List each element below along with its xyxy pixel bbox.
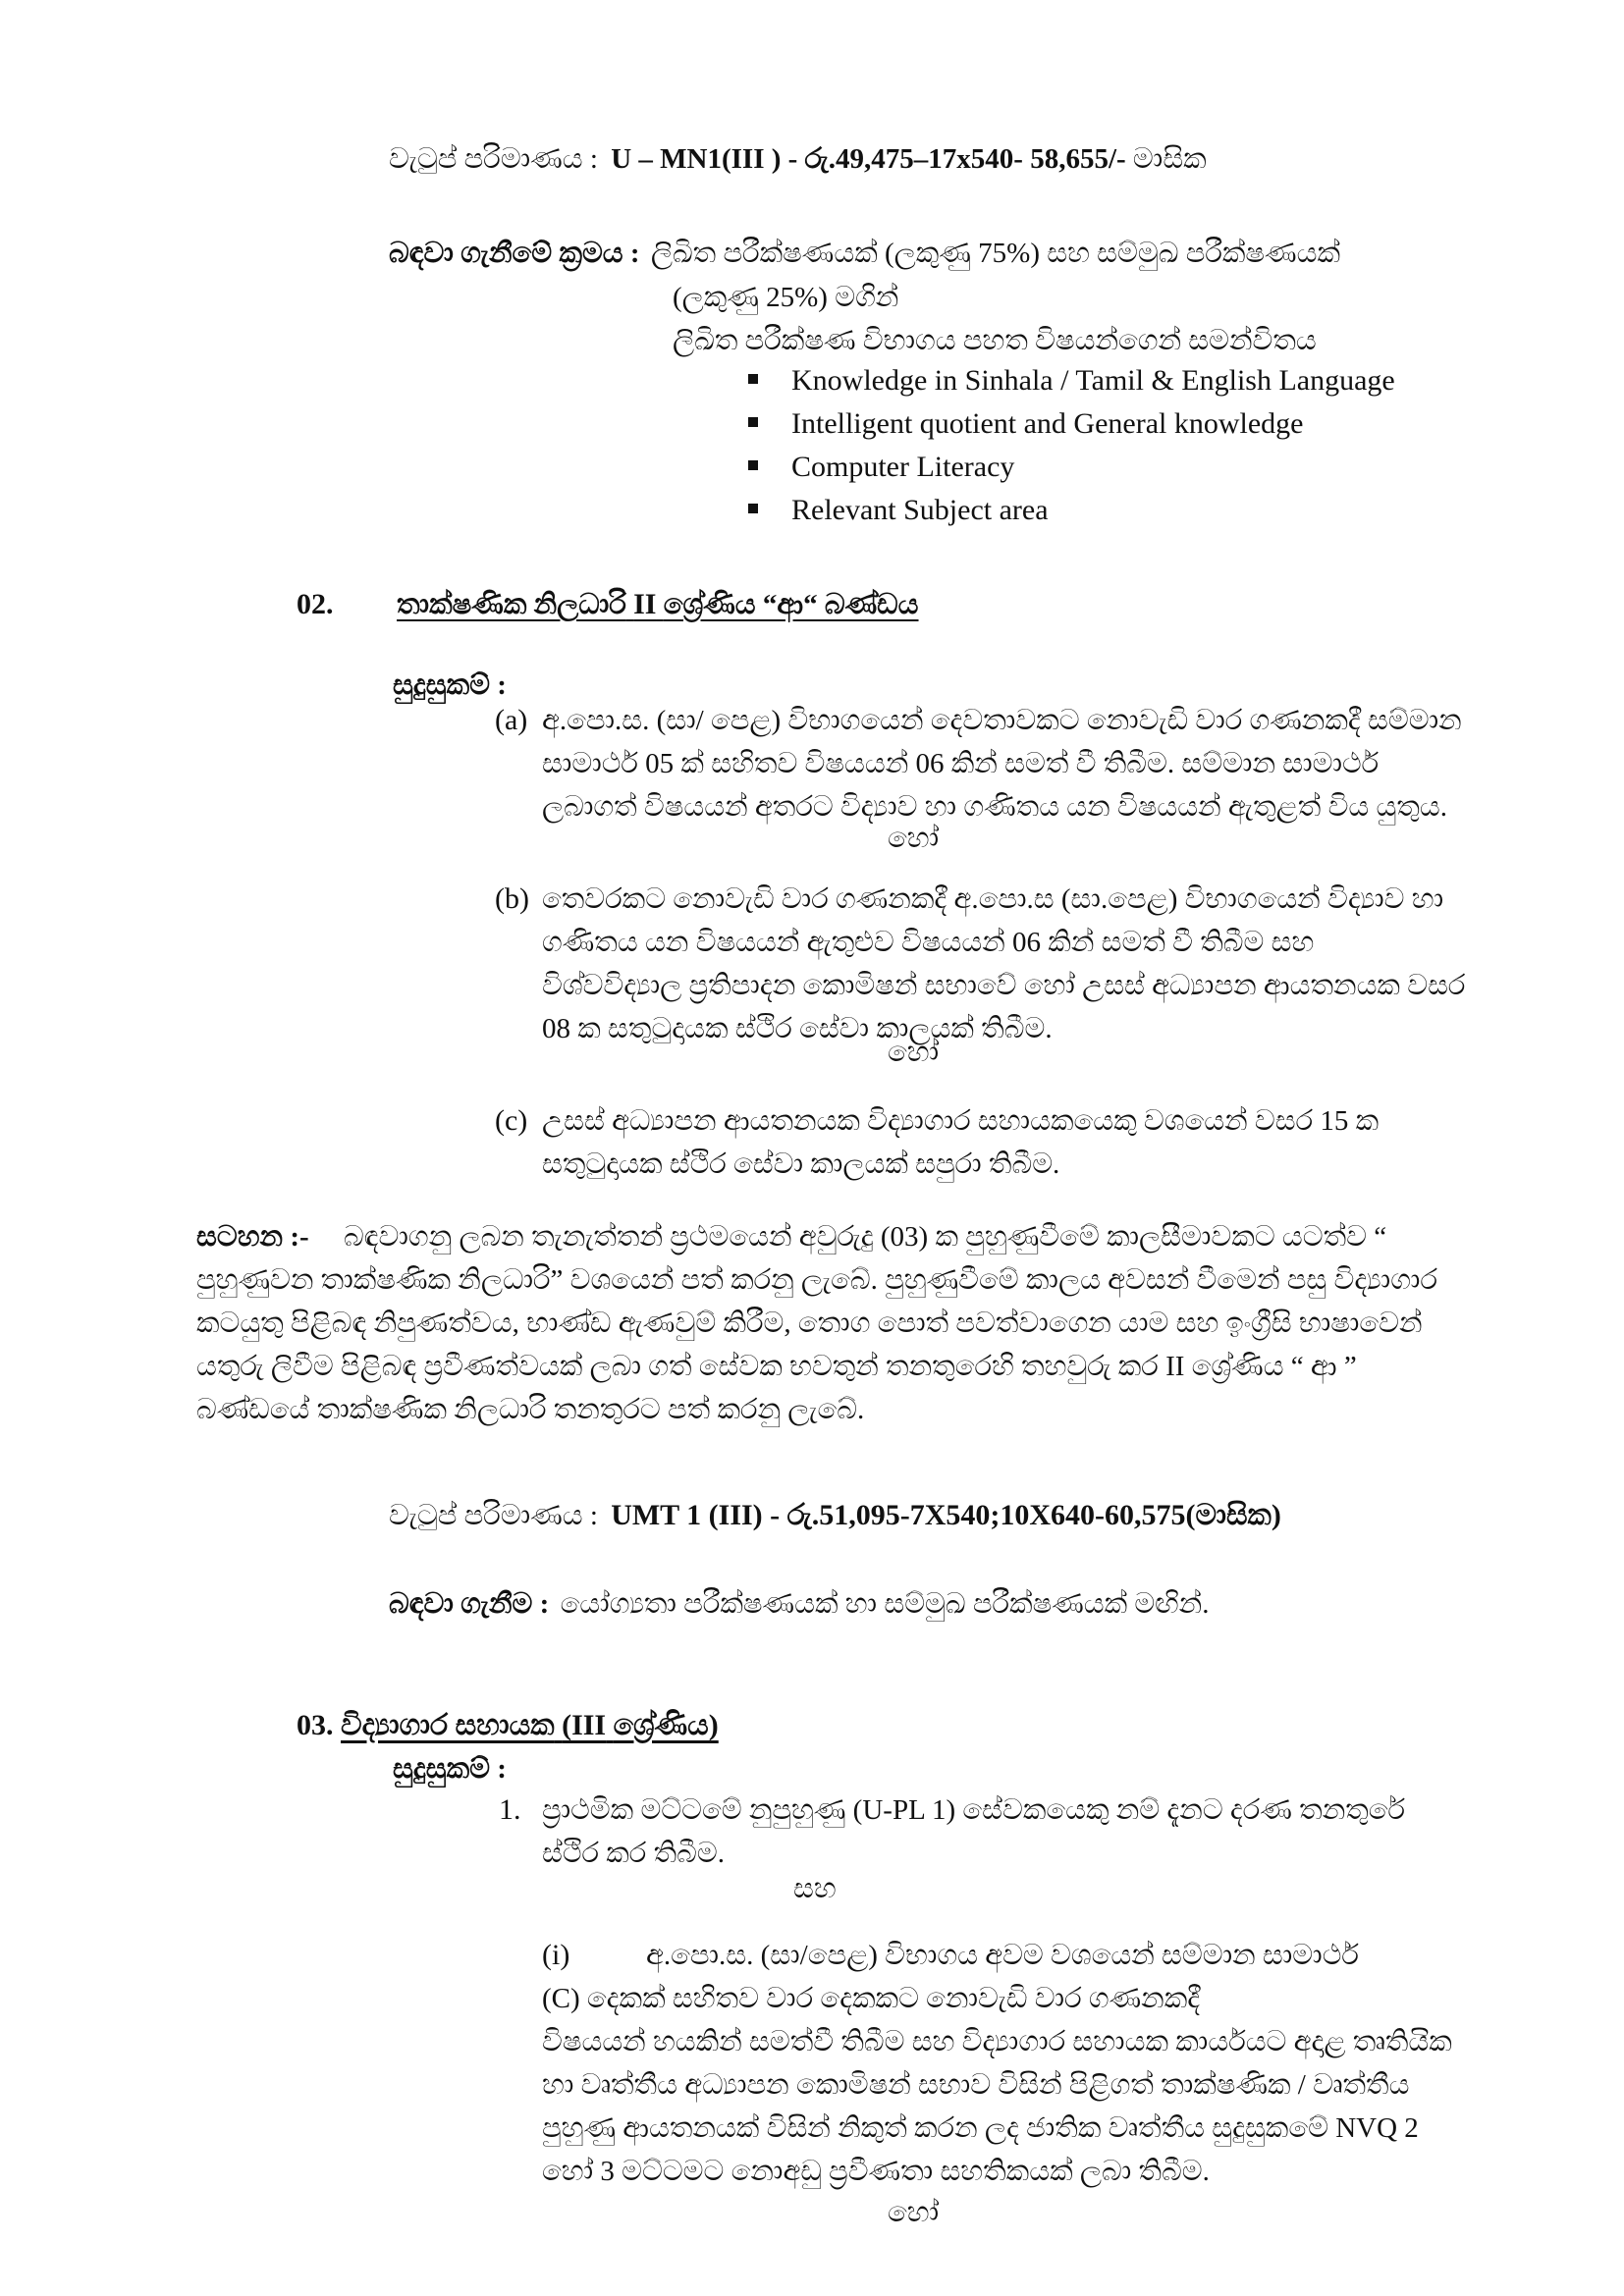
and-text: සහ xyxy=(793,1873,837,1904)
recruitment-line-3: ලිඛිත පරීක්ෂණ විභාගය පහත විෂයන්ගෙන් සමන්විතය xyxy=(673,325,1317,356)
recruitment-line-02 xyxy=(389,1582,1209,1626)
bullet-square-icon xyxy=(748,504,758,513)
bullet-square-icon xyxy=(748,374,758,384)
or-text: හෝ xyxy=(888,2197,940,2228)
section-number-02: 02. xyxy=(297,588,334,620)
list-item: Computer Literacy xyxy=(748,446,1395,489)
or-text: හෝ xyxy=(888,1037,940,1068)
list-item: Knowledge in Sinhala / Tamil & English Language xyxy=(748,359,1395,402)
sub-i-text: (C) දෙකක් සහිතව වාර දෙකකට නොවැඩි වාර ගණනකදී විෂයයන් හයකින් සමත්වී තිබීම සහ විද්‍යාගාර සහායක කාර්යයට අදාළ තෘතියික හා වෘත්තීය අධ්‍යාපන කොමිෂන් සභාව විසින් පිළිගත් තාක්ෂණික / වෘත්තීය පුහුණු ආයතනයක් විසින් නිකුත් කරන ලද ජාතික වෘත්තීය සුදුසුකමේ NVQ 2 හෝ 3 මට්ටමට නොඅඩු ප්‍රවීණතා සහතිකයක් ලබා තිබීම. xyxy=(542,1983,1452,2187)
item-c-text: උසස් අධ්‍යාපන ආයතනයක විද්‍යාගාර සහායකයෙකු වශයෙන් වසර 15 ක සතුටුදායක ස්ථිර සේවා කාලයක් සපුරා තිබීම. xyxy=(542,1105,1380,1180)
recruitment-line-1: ලිඛිත පරීක්ෂණයක් (ලකුණු 75%) සහ සම්මුඛ පරීක්ෂණයක් xyxy=(650,238,1340,269)
item-b-text: තෙවරකට නොවැඩි වාර ගණනකදී අ.පො.ස (සා.පෙළ) විභාගයෙන් විද්‍යාව හා ගණිතය යන විෂයයන් ඇතුළුව විෂයයන් 06 කින් සමත් වී තිබීම සහ විශ්වවිද්‍යාල ප්‍රතිපාදන කොමිෂන් සභාවේ හෝ උසස් අධ්‍යාපන ආයතනයක වසර 08 ක සතුටුදායක ස්ථිර සේවා කාලයක් තිබීම. xyxy=(542,883,1466,1044)
note-line-1: බඳවාගනු ලබන තැනැත්තන් ප්‍රථමයෙන් අවුරුදු (03) ක පුහුණුවීමේ කාලසීමාවකට යටත්ව “ xyxy=(344,1221,1387,1253)
list-item: Intelligent quotient and General knowledge xyxy=(748,402,1395,446)
section-title-02: තාක්ෂණික නිලධාරි II ශ්‍රේණිය “ආ“ බණ්ඩය xyxy=(397,588,919,620)
or-text: හෝ xyxy=(888,823,940,854)
item-label-c: (c) xyxy=(495,1104,528,1137)
qualifications-label-02: සුදුසුකම් : xyxy=(393,669,507,701)
section-title-03: 03. විද්‍යාගාර සහායක (III ශ්‍රේණිය) xyxy=(297,1709,719,1741)
recruitment-line-2: (ලකුණු 25%) මගින් xyxy=(673,282,899,313)
salary-value: UMT 1 (III) - රු.51,095-7X540;10X640-60,575(මාසික) xyxy=(611,1499,1281,1531)
item-1-text: ප්‍රාථමික මට්ටමේ නුපුහුණු (U-PL 1) සේවකයෙකු නම් දැනට දරණ තනතුරේ ස්ථිර කර තිබීම. xyxy=(542,1794,1406,1869)
salary-amount: රු.49,475–17x540- 58,655/- xyxy=(804,143,1126,175)
list-item: Relevant Subject area xyxy=(748,489,1395,532)
sub-i-line-1: අ.පො.ස. (සා/පෙළ) විභාගය අවම වශයෙන් සම්මාන සාමාර්ථ xyxy=(646,1940,1359,1971)
item-label-a: (a) xyxy=(495,704,528,736)
item-label-1: 1. xyxy=(499,1793,521,1826)
note-text: පුහුණුවන තාක්ෂණික නිලධාරි” වශයෙන් පත් කරනු ලැබේ. පුහුණුවීමේ කාලය අවසන් වීමෙන් පසු විද්‍යාගාර කටයුතු පිළිබඳ නිපුණත්වය, භාණ්ඩ ඇණවුම් කිරීම, තොග පොත් පවත්වාගෙන යාම සහ ඉංග්‍රීසි භාෂාවෙන් යතුරු ලිවීම පිළිබඳ ප්‍රවීණත්වයක් ලබා ගත් සේවක භවතුන් තනතුරෙහි තහවුරු කර II ශ්‍රේණිය “ ආ ” බණ්ඩයේ තාක්ෂණික නිලධාරි තනතුරට පත් කරනු ලැබේ. xyxy=(196,1264,1437,1425)
recruitment-method xyxy=(389,232,1340,275)
item-label-b: (b) xyxy=(495,882,529,915)
salary-code: U – MN1(III ) - xyxy=(611,143,798,175)
salary-scale-line-2 xyxy=(389,1494,1281,1537)
salary-label: වැටුප් පරිමාණය : xyxy=(389,143,598,175)
salary-period: මාසික xyxy=(1132,143,1207,175)
recruitment-label: බඳවා ගැනීම : xyxy=(389,1588,550,1620)
qualifications-label-03: සුදුසුකම් : xyxy=(393,1753,507,1785)
bullet-square-icon xyxy=(748,460,758,470)
recruitment-label: බඳවා ගැනීමේ ක්‍රමය : xyxy=(389,238,640,269)
item-a-text: අ.පො.ස. (සා/ පෙළ) විභාගයෙන් දෙවතාවකට නොවැඩි වාර ගණනකදී සම්මාන සාමාර්ථ 05 ක් සහිතව විෂයයන් 06 කින් සමත් වී තිබීම. සම්මාන සාමාර්ථ ලබාගත් විෂයයන් අතරට විද්‍යාව හා ගණිතය යන විෂයයන් ඇතුළත් විය යුතුය. xyxy=(542,705,1462,823)
recruitment-value: යෝග්‍යතා පරීක්ෂණයක් හා සම්මුඛ පරීක්ෂණයක් මඟින්. xyxy=(560,1588,1210,1620)
salary-label: වැටුප් පරිමාණය : xyxy=(389,1500,598,1531)
note-label: සටහන :- xyxy=(196,1221,309,1253)
salary-scale-line-1 xyxy=(389,137,1207,181)
sub-label-i: (i) xyxy=(542,1939,570,1971)
subject-list xyxy=(748,359,1395,532)
bullet-square-icon xyxy=(748,417,758,427)
